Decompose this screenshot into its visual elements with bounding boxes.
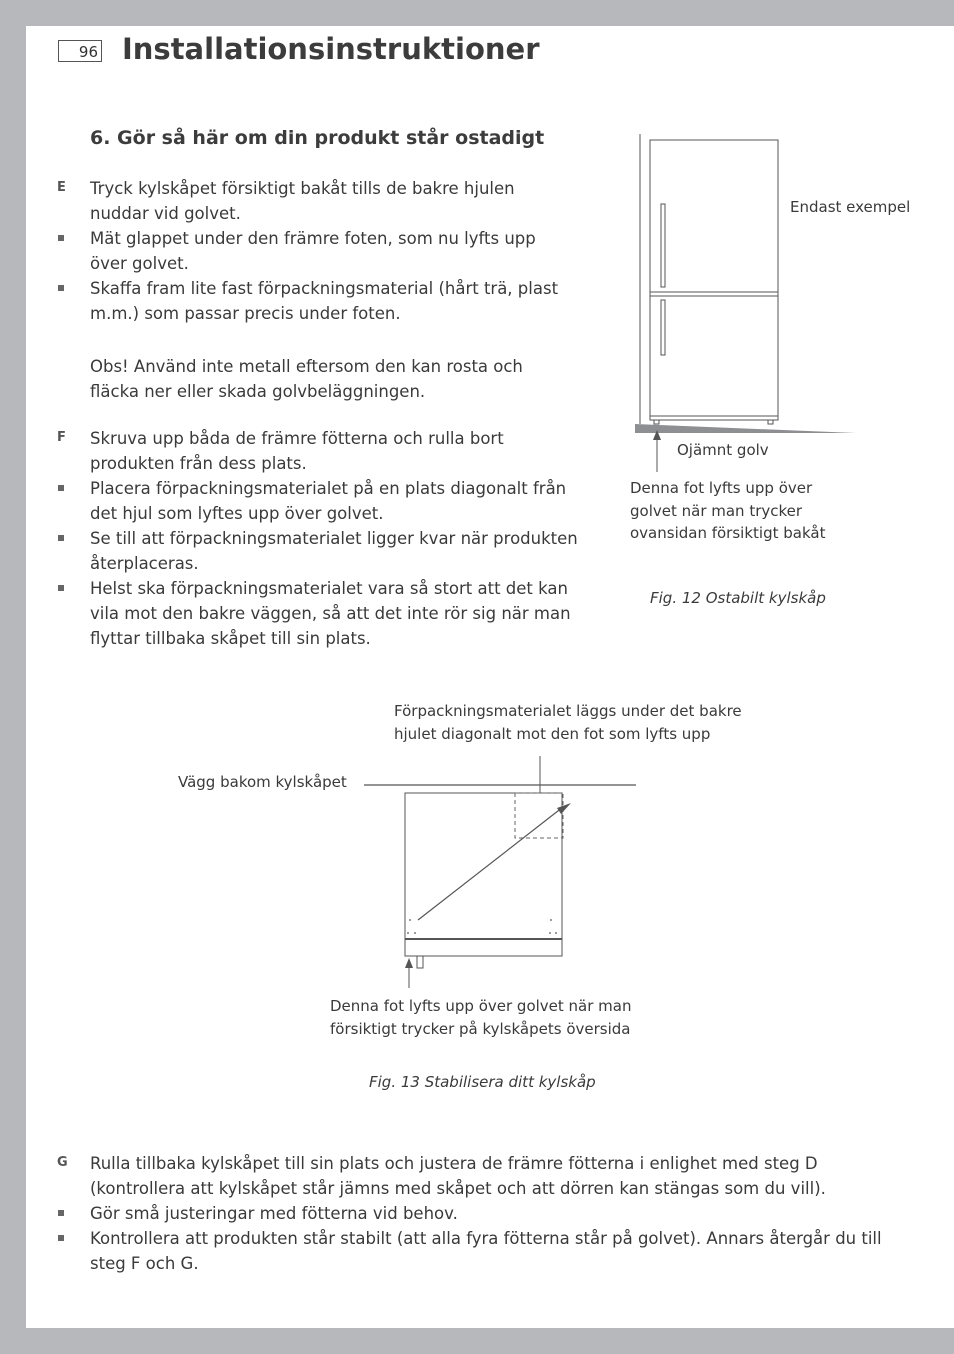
fig13-label-bottom: [330, 995, 632, 1040]
step-f-bullet: [90, 576, 571, 651]
fig12-label-floor: Ojämnt golv: [677, 441, 769, 459]
step-f-line: produkten från dess plats.: [90, 454, 307, 473]
section-heading: 6. Gör så här om din produkt står ostadigt: [90, 127, 545, 149]
label-line: ovansidan försiktigt bakåt: [630, 524, 826, 542]
bullet-line: m.m.) som passar precis under foten.: [90, 304, 401, 323]
bullet-line: över golvet.: [90, 254, 189, 273]
label-line: Denna fot lyfts upp över: [630, 479, 813, 497]
bullet-line: Placera förpackningsmaterialet på en plats diagonalt från: [90, 479, 567, 498]
label-line: Förpackningsmaterialet läggs under det bakre: [394, 702, 742, 720]
step-e-bullet: [90, 276, 558, 326]
bullet-line: steg F och G.: [90, 1254, 199, 1273]
step-letter-f: F: [57, 430, 66, 445]
fig13-label-wall: Vägg bakom kylskåpet: [178, 773, 347, 791]
bullet-marker: [58, 1235, 64, 1241]
fig12-illustration: [626, 126, 866, 476]
step-g-text: [90, 1151, 826, 1201]
step-e-line: nuddar vid golvet.: [90, 204, 241, 223]
step-g-bullet: [90, 1226, 882, 1276]
step-f-bullet: [90, 526, 578, 576]
bullet-line: Skaffa fram lite fast förpackningsmaterial (hårt trä, plast: [90, 279, 559, 298]
label-line: Denna fot lyfts upp över golvet när man: [330, 997, 632, 1015]
step-e-line: Tryck kylskåpet försiktigt bakåt tills de bakre hjulen: [90, 179, 515, 198]
note-line: Obs! Använd inte metall eftersom den kan rosta och: [90, 357, 523, 376]
bullet-line: vila mot den bakre väggen, så att det inte rör sig när man: [90, 604, 571, 623]
bullet-marker: [58, 285, 64, 291]
fig12-label-example: Endast exempel: [790, 198, 911, 216]
manual-page: [26, 26, 954, 1328]
page-number: 96: [58, 40, 102, 62]
step-g-line: Rulla tillbaka kylskåpet till sin plats och justera de främre fötterna i enlighet med steg D: [90, 1154, 818, 1173]
bullet-marker: [58, 1210, 64, 1216]
step-f-text: [90, 426, 504, 476]
fig13-illustration: [356, 746, 646, 996]
bullet-marker: [58, 235, 64, 241]
bullet-marker: [58, 535, 64, 541]
fig13-caption: Fig. 13 Stabilisera ditt kylskåp: [369, 1073, 596, 1091]
note-text: [90, 354, 523, 404]
fig12-label-foot: [630, 477, 825, 545]
bullet-line: Se till att förpackningsmaterialet ligger kvar när produkten: [90, 529, 578, 548]
bullet-marker: [58, 585, 64, 591]
step-g-line: (kontrollera att kylskåpet står jämns med skåpet och att dörren kan stängas som du vill).: [90, 1179, 826, 1198]
label-line: golvet när man trycker: [630, 501, 803, 520]
bullet-line: det hjul som lyftes upp över golvet.: [90, 504, 384, 523]
bullet-line: återplaceras.: [90, 554, 199, 573]
fig12-caption: Fig. 12 Ostabilt kylskåp: [650, 589, 826, 607]
step-e-text: [90, 176, 515, 226]
bullet-line: flyttar tillbaka skåpet till sin plats.: [90, 629, 371, 648]
bullet-line: Kontrollera att produkten står stabilt (att alla fyra fötterna står på golvet). Annars återgår du till: [90, 1229, 882, 1248]
step-f-line: Skruva upp båda de främre fötterna och rulla bort: [90, 429, 504, 448]
label-line: hjulet diagonalt mot den fot som lyfts upp: [394, 724, 711, 743]
page-title: Installationsinstruktioner: [122, 32, 540, 66]
step-letter-e: E: [57, 180, 66, 195]
step-e-bullet: [90, 226, 536, 276]
bullet-line: Mät glappet under den främre foten, som nu lyfts upp: [90, 229, 536, 248]
bullet-line: Helst ska förpackningsmaterialet vara så stort att det kan: [90, 579, 568, 598]
note-line: fläcka ner eller skada golvbeläggningen.: [90, 382, 426, 401]
step-g-bullet: [90, 1201, 458, 1226]
bullet-line: Gör små justeringar med fötterna vid behov.: [90, 1204, 458, 1223]
step-letter-g: G: [57, 1155, 68, 1170]
label-line: försiktigt trycker på kylskåpets översida: [330, 1019, 631, 1038]
bullet-marker: [58, 485, 64, 491]
step-f-bullet: [90, 476, 566, 526]
fig13-label-top: [394, 700, 742, 745]
